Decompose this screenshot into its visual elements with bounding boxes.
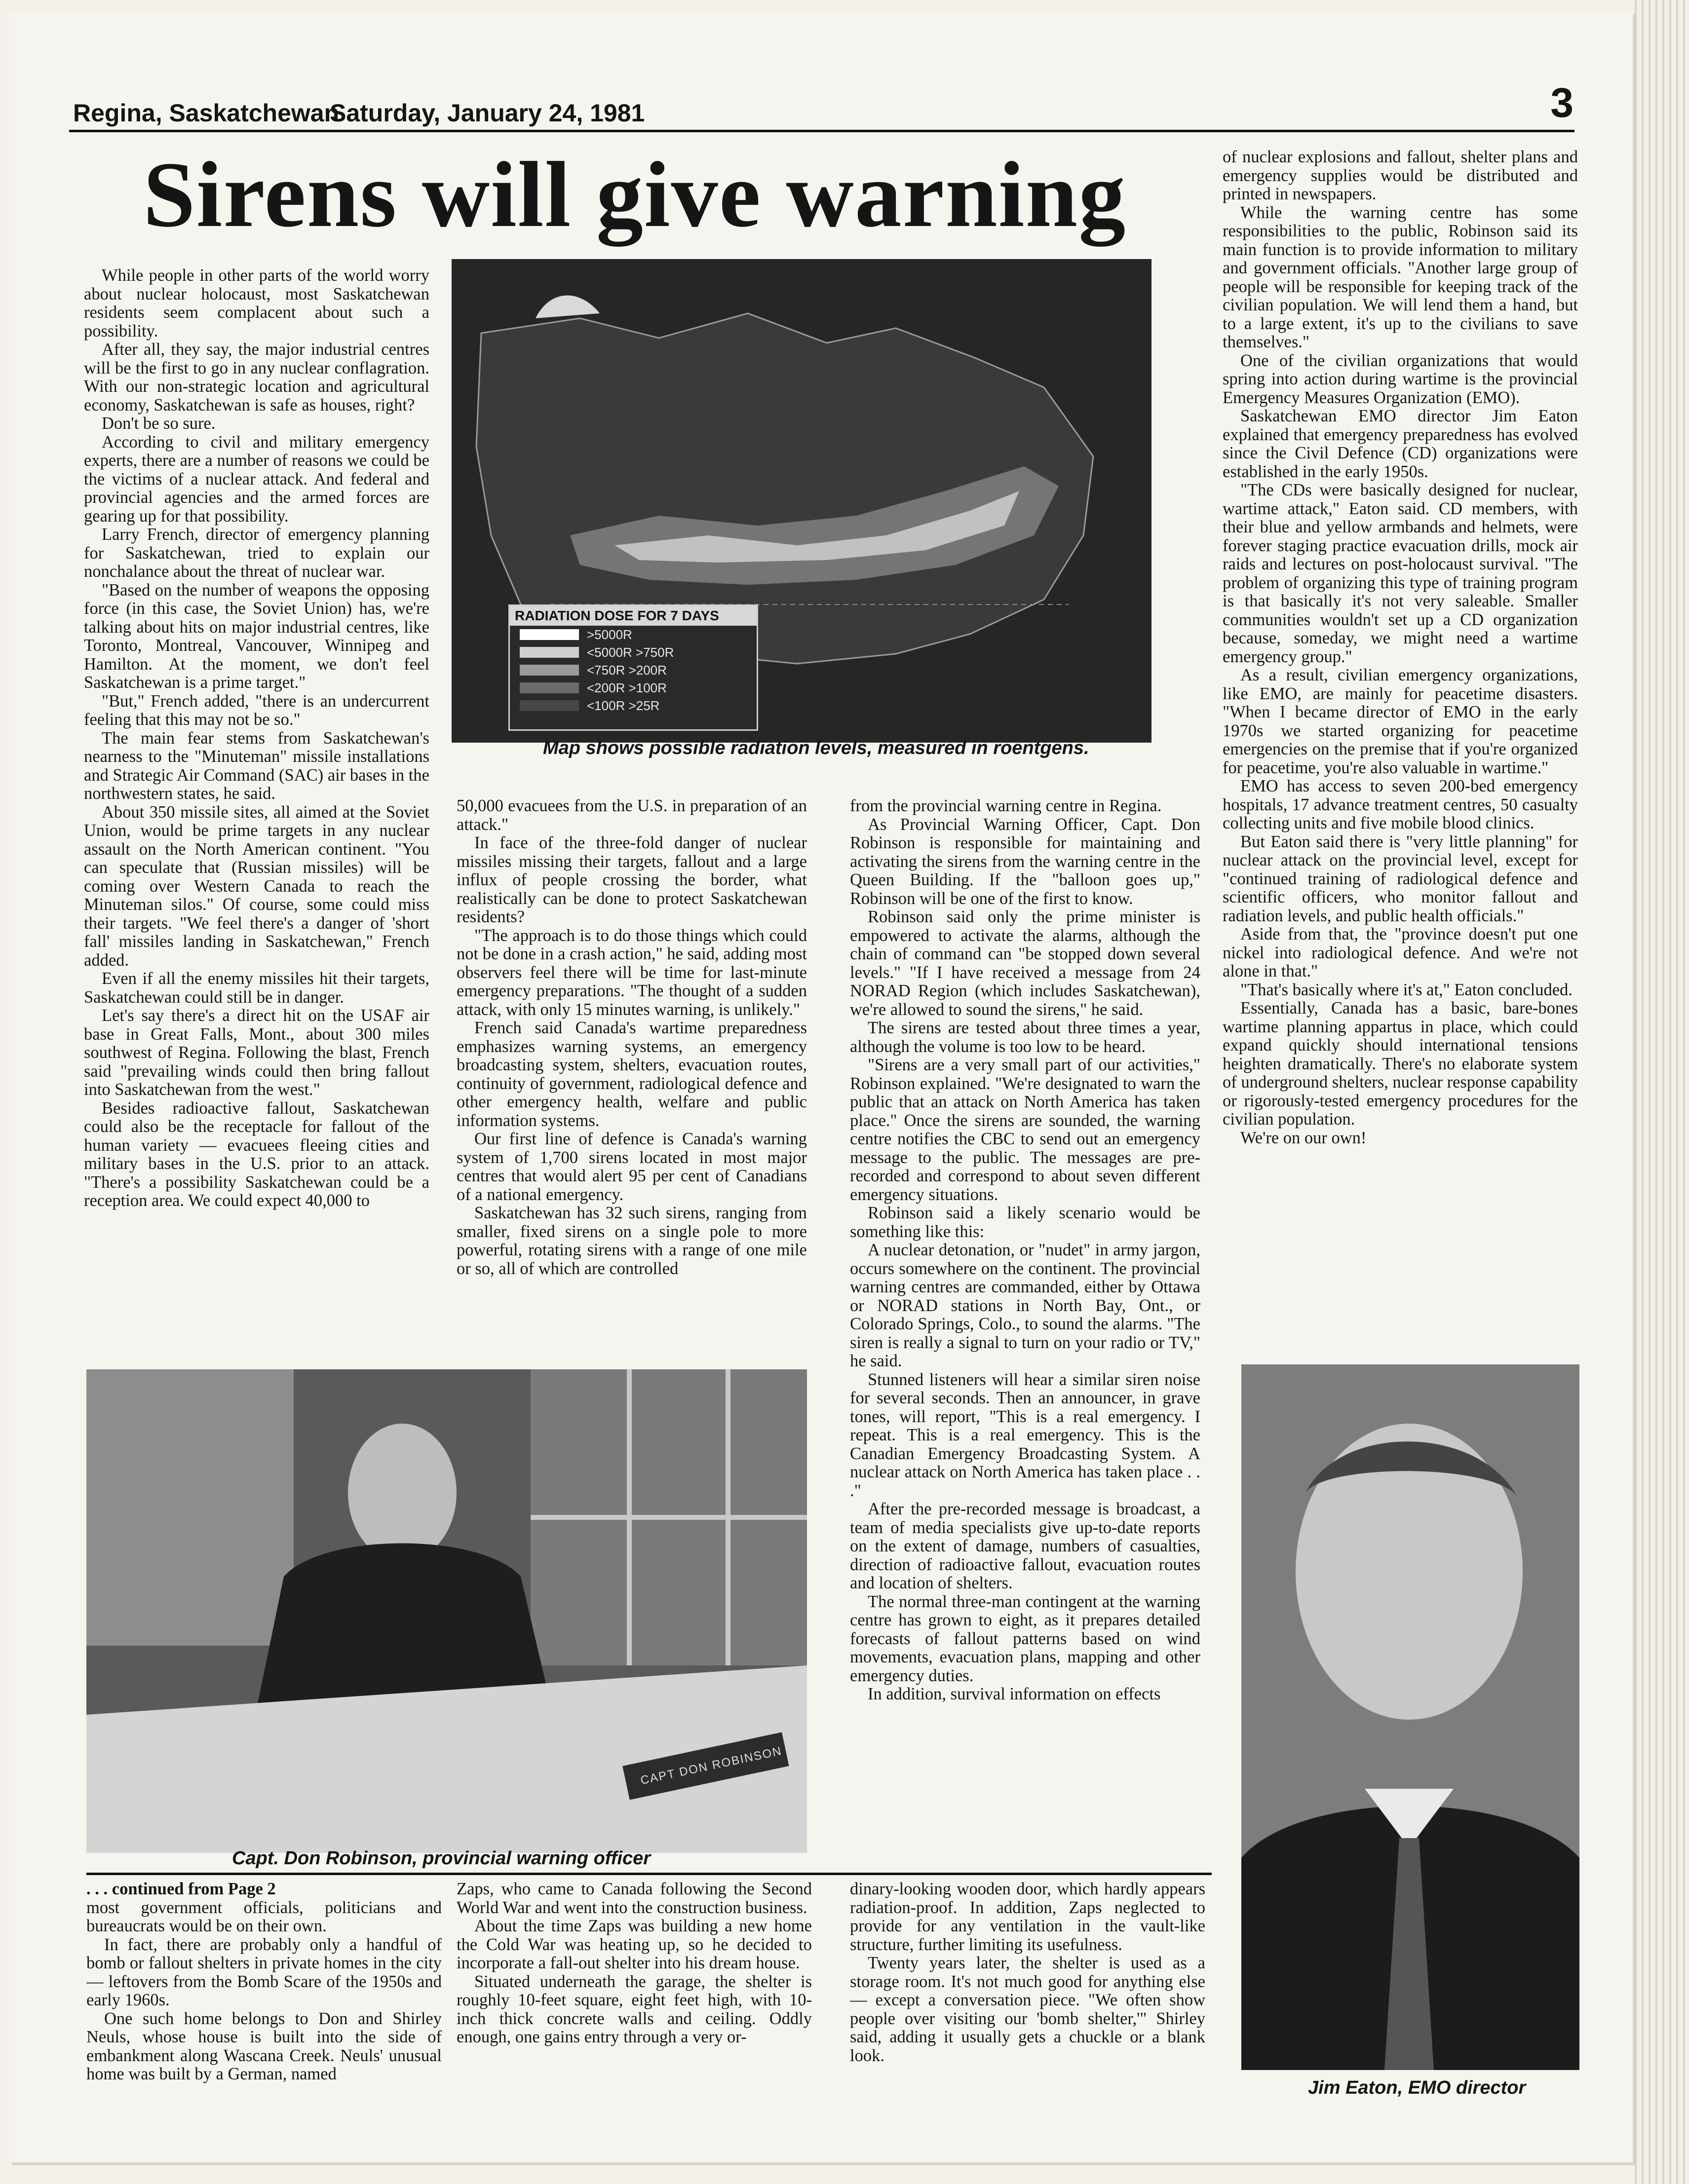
legend-item (510, 626, 757, 643)
legend-item (510, 697, 757, 715)
legend-label: <100R >25R (587, 698, 660, 713)
robinson-caption: Capt. Don Robinson, provincial warning officer (232, 1848, 651, 1869)
legend-item (510, 643, 757, 661)
paragraph: In face of the three-fold danger of nuclear missiles missing their targets, fallout and a large influx of people crossing the border, what realistically can be done to protect Saskatchewan residents? (457, 833, 807, 926)
photo-jim-eaton (1241, 1364, 1579, 2070)
continued-column-1 (86, 1880, 442, 2137)
paragraph: "The CDs were basically designed for nuclear, wartime attack," Eaton said. CD members, with their blue and yellow armbands and helmets, were forever staging practice evacuation drills, mock air raids and lectures on post-holocaust survival. "The problem of organizing this type of training program is that basically it's not very saleable. Smaller communities wouldn't set up a CD organization because, someday, we might need a wartime emergency group." (1223, 481, 1578, 666)
paragraph: The normal three-man contingent at the warning centre has grown to eight, as it prepares detailed forecasts of fallout patterns based on wind movements, evacuation plans, mapping and other emergency duties. (850, 1592, 1200, 1685)
paragraph: Robinson said only the prime minister is empowered to activate the alarms, although the chain of command can "be stopped down several levels." "If I have received a message from 24 NORAD Region (which includes Saskatchewan), we're allowed to sound the sirens," he said. (850, 907, 1200, 1019)
paragraph: One such home belongs to Don and Shirley Neuls, whose house is built into the side of embankment along Wascana Creek. Neuls' unusual home was built by a German, named (86, 2009, 442, 2083)
paragraph: The sirens are tested about three times a year, although the volume is too low to be heard. (850, 1018, 1200, 1056)
paragraph: Robinson said a likely scenario would be something like this: (850, 1204, 1200, 1241)
paragraph: After the pre-recorded message is broadcast, a team of media specialists give up-to-date reports on the extent of damage, numbers of casualties, direction of radioactive fallout, evacuation routes and location of shelters. (850, 1500, 1200, 1592)
paragraph: Aside from that, the "province doesn't put one nickel into radiological defence. And we're not alone in that." (1223, 925, 1578, 980)
paragraph: Don't be so sure. (102, 414, 216, 433)
page-number: 3 (1550, 79, 1574, 126)
paragraph: "Sirens are a very small part of our activities," Robinson explained. "We're designated to warn the public that an attack on North America has taken place." Once the sirens are sounded, the warning centre notifies the CBC to send out an emergency message to the public. The messages are pre-recorded and correspond to about seven different emergency situations. (850, 1055, 1200, 1204)
paragraph: Essentially, Canada has a basic, bare-bones wartime planning appartus in place, which could expand quickly should international tensions heighten dramatically. There's no elaborate system of underground shelters, nuclear response capability or rigorously-tested emergency procedures for the civilian population. (1223, 999, 1578, 1129)
paragraph: While the warning centre has some responsibilities to the public, Robinson said its main function is to provide information to military and government officials. "Another large group of people will be responsible for keeping track of the civilian population. We will lend them a hand, but to a large extent, it's up to the civilians to save themselves." (1223, 203, 1578, 351)
continued-rule (86, 1873, 1212, 1875)
nameplate: CAPT DON ROBINSON (639, 1744, 783, 1788)
paragraph: We're on our own! (1240, 1128, 1367, 1147)
article-column-1 (84, 266, 429, 1352)
paragraph: As a result, civilian emergency organizations, like EMO, are mainly for peacetime disasters. "When I became director of EMO in the early 1970s we started organizing for peacetime emergencies on the premise that if you're organized for peacetime, you're also valuable in wartime." (1223, 666, 1578, 777)
paragraph: Zaps, who came to Canada following the Second World War and went into the construction business. (457, 1880, 812, 1917)
paragraph: Situated underneath the garage, the shelter is roughly 10-feet square, eight feet high, with 10-inch thick concrete walls and ceiling. Oddly enough, one gains entry through a very or- (457, 1972, 812, 2046)
robinson-photo-image (86, 1369, 807, 1853)
photo-don-robinson (86, 1369, 807, 1853)
eaton-photo-image (1241, 1364, 1579, 2070)
eaton-caption: Jim Eaton, EMO director (1308, 2077, 1526, 2098)
page-edge-stack (1635, 0, 1689, 2184)
paragraph: "But," French added, "there is an undercurrent feeling that this may not be so." (84, 691, 429, 729)
paragraph: Saskatchewan EMO director Jim Eaton explained that emergency preparedness has evolved since the Civil Defence (CD) organizations were established in the early 1950s. (1223, 407, 1578, 481)
paragraph: One of the civilian organizations that would spring into action during wartime is the provincial Emergency Measures Organization (EMO). (1223, 351, 1578, 407)
legend-label: <5000R >750R (587, 644, 674, 660)
legend-swatch (520, 647, 579, 658)
legend-title: RADIATION DOSE FOR 7 DAYS (510, 606, 757, 626)
paragraph: In addition, survival information on effects (868, 1685, 1161, 1703)
legend-label: >5000R (587, 627, 632, 642)
paragraph: dinary-looking wooden door, which hardly appears radiation-proof. In addition, Zaps neglected to provide for any ventilation in the vault-like structure, further limiting its usefulness. (850, 1880, 1205, 1954)
paragraph: Let's say there's a direct hit on the USAF air base in Great Falls, Mont., about 300 miles southwest of Regina. Following the blast, French said "prevailing winds could then bring fallout into Saskatchewan from the west." (84, 1006, 429, 1099)
paragraph: "The approach is to do those things which could not be done in a crash action," he said, adding most observers feel there will be time for last-minute emergency preparations. "The thought of a sudden attack, with only 15 minutes warning, is unlikely." (457, 926, 807, 1019)
paragraph: Even if all the enemy missiles hit their targets, Saskatchewan could still be in danger. (84, 969, 429, 1007)
paragraph: most government officials, politicians and bureaucrats would be on their own. (86, 1898, 442, 1935)
paragraph: A nuclear detonation, or "nudet" in army jargon, occurs somewhere on the continent. The provincial warning centres are commanded, either by Ottawa or NORAD stations in North Bay, Ont., or Colorado Springs, Colo., to sound the alarms. "The siren is really a signal to turn on your radio or TV," he said. (850, 1241, 1200, 1370)
continued-label: . . . continued from Page 2 (86, 1880, 276, 1898)
continued-column-2 (457, 1880, 812, 2137)
masthead (73, 79, 1574, 128)
masthead-rule (69, 130, 1574, 132)
legend-swatch (520, 629, 579, 640)
paragraph: The main fear stems from Saskatchewan's nearness to the "Minuteman" missile installations and Strategic Air Command (SAC) air bases in the northwestern states, he said. (84, 728, 429, 803)
paragraph: Twenty years later, the shelter is used as a storage room. It's not much good for anything else — except a conversation piece. "We often show people over visiting our 'bomb shelter,'" Shirley said, adding it usually gets a chuckle or a blank look. (850, 1954, 1205, 2065)
legend-label: <200R >100R (587, 680, 667, 695)
paragraph: from the provincial warning centre in Regina. (850, 797, 1162, 815)
legend-swatch (520, 700, 579, 711)
paragraph: But Eaton said there is "very little planning" for nuclear attack on the provincial level, except for "continued training of radiological defence and scientific officers, who monitor fallout and radiation levels, and public health officials." (1223, 832, 1578, 925)
paragraph: EMO has access to seven 200-bed emergency hospitals, 17 advance treatment centres, 50 casualty collecting units and five mobile blood clinics. (1223, 777, 1578, 832)
paragraph: As Provincial Warning Officer, Capt. Don Robinson is responsible for maintaining and activating the sirens from the warning centre in the Queen Building. If the "balloon goes up," Robinson will be one of the first to know. (850, 815, 1200, 908)
article-column-4 (1223, 148, 1578, 1337)
paragraph: Besides radioactive fallout, Saskatchewan could also be the receptacle for fallout of the human variety — evacuees fleeing cities and military bases in the U.S. prior to an attack. "There's a possibility Saskatchewan could be a reception area. We could expect 40,000 to (84, 1098, 429, 1210)
article-column-2 (457, 797, 807, 1352)
masthead-date: Saturday, January 24, 1981 (330, 99, 645, 127)
paragraph: Larry French, director of emergency planning for Saskatchewan, tried to explain our nonchalance about the threat of nuclear war. (84, 525, 429, 581)
headline: Sirens will give warning (143, 143, 1127, 247)
legend-swatch (520, 682, 579, 693)
paragraph: 50,000 evacuees from the U.S. in preparation of an attack." (457, 797, 807, 834)
map-legend (508, 604, 758, 731)
legend-item (510, 661, 757, 679)
paragraph: "Based on the number of weapons the opposing force (in this case, the Soviet Union) has, we're talking about hits on major industrial centres, like Toronto, Montreal, Vancouver, Winnipeg and Hamilton. At the moment, we don't feel Saskatchewan is a prime target." (84, 580, 429, 692)
paragraph: Saskatchewan has 32 such sirens, ranging from smaller, fixed sirens on a single pole to more powerful, rotating sirens with a range of one mile or so, all of which are controlled (457, 1204, 807, 1278)
paragraph: "That's basically where it's at," Eaton concluded. (1240, 980, 1573, 999)
paragraph: About the time Zaps was building a new home the Cold War was heating up, so he decided to incorporate a fall-out shelter into his dream house. (457, 1917, 812, 1972)
paragraph: According to civil and military emergency experts, there are a number of reasons we could be the victims of a nuclear attack. And federal and provincial agencies and the armed forces are gearing up for that possibility. (84, 432, 429, 526)
paragraph: Stunned listeners will hear a similar siren noise for several seconds. Then an announcer, in grave tones, will report, "This is a real emergency. I repeat. This is a real emergency. This is the Canadian Emergency Broadcasting System. A nuclear attack on North America has taken place . . ." (850, 1370, 1200, 1500)
legend-label: <750R >200R (587, 662, 667, 678)
legend-item (510, 679, 757, 697)
paragraph: In fact, there are probably only a handful of bomb or fallout shelters in private homes in the city — leftovers from the Bomb Scare of the 1950s and early 1960s. (86, 1935, 442, 2009)
paragraph: Our first line of defence is Canada's warning system of 1,700 sirens located in most major centres that would alert 95 per cent of Canadians of a national emergency. (457, 1130, 807, 1204)
legend-swatch (520, 665, 579, 676)
paragraph: After all, they say, the major industrial centres will be the first to go in any nuclear conflagration. With our non-strategic location and agricultural economy, Saskatchewan is safe as houses, right? (84, 340, 429, 414)
map-caption: Map shows possible radiation levels, measured in roentgens. (543, 738, 1089, 758)
masthead-location: Regina, Saskatchewan (73, 99, 340, 127)
article-column-3 (850, 797, 1200, 1865)
paragraph: of nuclear explosions and fallout, shelter plans and emergency supplies would be distributed and printed in newspapers. (1223, 148, 1578, 203)
paragraph: While people in other parts of the world worry about nuclear holocaust, most Saskatchewan residents seem complacent about such a possibility. (84, 266, 429, 340)
paragraph: French said Canada's wartime preparedness emphasizes warning systems, an emergency broadcasting system, shelters, evacuation routes, continuity of government, radiological defence and other emergency health, welfare and public information systems. (457, 1018, 807, 1130)
paragraph: About 350 missile sites, all aimed at the Soviet Union, would be prime targets in any nuclear assault on the North American continent. "You can speculate that (Russian missiles) will be coming over Western Canada to reach the Minuteman silos." Of course, some could miss their targets. "We feel there's a danger of 'short fall' missiles landing in Saskatchewan," French added. (84, 802, 429, 970)
radiation-map (452, 259, 1152, 743)
continued-column-3 (850, 1880, 1205, 2137)
